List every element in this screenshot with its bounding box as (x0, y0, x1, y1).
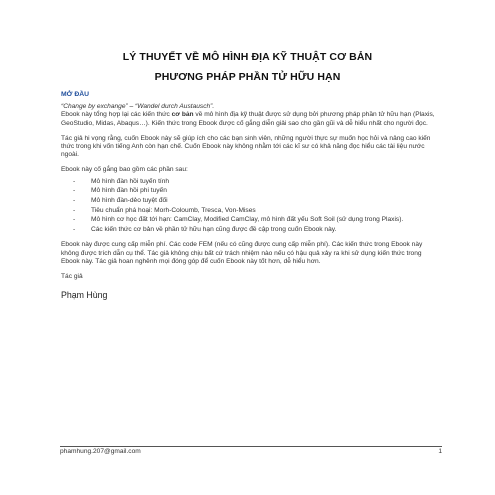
list-item-text: Mô hình đàn hồi phi tuyến (91, 187, 167, 195)
list-item (61, 216, 441, 224)
intro-text-bold: cơ bản (171, 111, 194, 119)
contents-intro: Ebook này cố gắng bao gồm các phần sau: (61, 166, 188, 174)
author-name: Phạm Hùng (61, 290, 108, 301)
page-footer (60, 446, 442, 455)
author-label: Tác giả (61, 272, 83, 280)
document-title-line-1: LÝ THUYẾT VỀ MÔ HÌNH ĐỊA KỸ THUẬT CƠ BẢN (122, 51, 373, 63)
list-item-text: Mô hình đàn hồi tuyến tính (91, 177, 170, 185)
bullet-dash: - (73, 216, 76, 224)
section-heading: MỞ ĐẦU (61, 91, 90, 98)
intro-paragraph (61, 111, 441, 127)
bullet-dash: - (73, 206, 76, 214)
contents-list (61, 178, 441, 235)
list-item (61, 226, 441, 234)
bullet-dash: - (73, 226, 76, 234)
list-item-text: Các kiến thức cơ bản về phần tử hữu hạn cũng được đề cập trong cuốn Ebook này. (91, 226, 337, 234)
bullet-dash: - (73, 197, 76, 205)
list-item (61, 178, 441, 186)
bullet-dash: - (73, 177, 76, 185)
list-item (61, 187, 441, 195)
bullet-dash: - (73, 187, 76, 195)
intro-text-end: về mô hình địa kỹ thuật được sử dụng bởi phương pháp phần tử hữu hạn (Plaxis, GeoStudio, Midas, Abaqus…). Kiến thức trong Ebook được cố gắng diễn giải sao cho gần gũi và dễ hiểu nhất cho người đọc. (61, 111, 435, 127)
hope-paragraph: Tác giả hi vọng rằng, cuốn Ebook này sẽ giúp ích cho các bạn sinh viên, những người thực sự muốn học hỏi và nâng cao kiến thức trong khi vốn tiếng Anh còn hạn chế. Cuốn Ebook này không nhằm tới các kĩ sư có khả năng đọc hiểu các tài liệu nước ngoài. (61, 134, 431, 159)
list-item-text: Mô hình đàn-dẻo tuyệt đối (91, 197, 168, 205)
epigraph-quote: “Change by exchange” – “Wandel durch Austausch”. (61, 103, 215, 111)
document-title-line-2: PHƯƠNG PHÁP PHẦN TỬ HỮU HẠN (154, 71, 341, 83)
list-item (61, 207, 441, 215)
footer-email: phamhung.207@gmail.com (60, 448, 141, 455)
list-item-text: Tiêu chuẩn phá hoại: Morh-Coloumb, Tresca, Von-Mises (91, 206, 256, 214)
page-number: 1 (438, 448, 442, 455)
list-item-text: Mô hình cơ học đất tới hạn: CamClay, Modified CamClay, mô hình đất yếu Soft Soil (sử dụng trong Plaxis). (91, 216, 404, 224)
document-body (61, 91, 441, 308)
list-item (61, 197, 441, 205)
free-notice-paragraph: Ebook này được cung cấp miễn phí. Các code FEM (nếu có cũng được cung cấp miễn phí). Các kiến thức trong Ebook này không được trích dẫn cụ thể. Tác giả không chịu bất cứ trách nhiệm nào nếu có hậu quả xảy ra khi sử dụng kiến thức trong Ebook này. Tác giả hoan nghênh mọi đóng góp để cuốn Ebook này tốt hơn, dễ hiểu hơn. (61, 241, 423, 265)
intro-text-start: Ebook này tổng hợp lại các kiến thức (61, 111, 172, 119)
